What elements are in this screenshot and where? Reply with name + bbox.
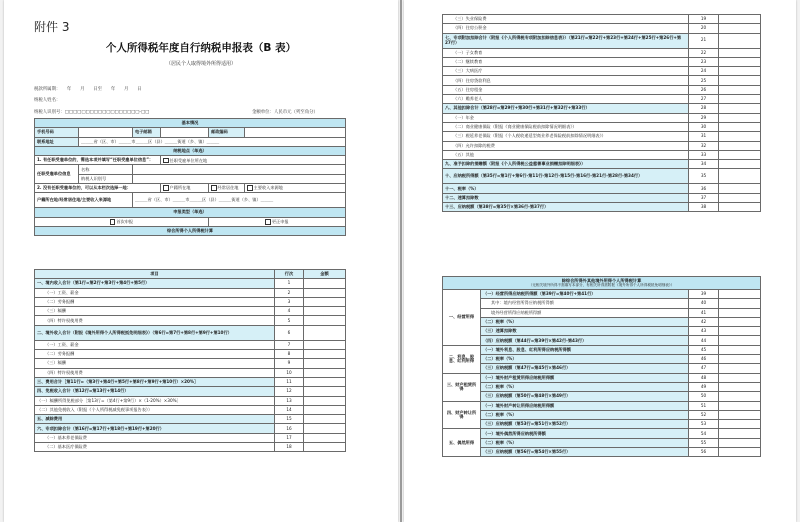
row-label: （二）税率（%）: [481, 410, 689, 419]
row-label: （一）年金: [443, 113, 689, 122]
table-row: [443, 67, 761, 76]
first-declaration-checkbox[interactable]: [35, 217, 209, 226]
row-label: （五）住房租金: [443, 85, 689, 94]
row-label: （四）应纳税额（第44行=第39行×第42行-第43行）: [481, 336, 689, 345]
form-title: 个人所得税年度自行纳税申报表（B 表）: [105, 42, 297, 54]
foreign-section-note: （无相关境外所得不需填写本部分，有相关所得需附报《境外所得个人所得税抵免明细表》）: [528, 283, 675, 288]
row-label: （一）境外利息、股息、红利所得应纳税所得额: [481, 345, 689, 354]
table-row: [443, 355, 761, 364]
row-amount-field[interactable]: [304, 325, 346, 340]
row-label: （二）税率（%）: [481, 355, 689, 364]
calc-table-right: [442, 14, 761, 212]
address-label: 联系地址: [35, 137, 79, 146]
row-label: （三）应纳税额（第53行=第51行×第52行）: [481, 420, 689, 429]
row-line-number: 25: [689, 76, 719, 85]
category-label: 三、财产租赁所得: [443, 373, 481, 401]
table-row: [35, 415, 346, 424]
row-amount-field[interactable]: [719, 345, 761, 354]
row-label: （一）境外财产租赁所得应纳税所得额: [481, 373, 689, 382]
page-divider: [400, 0, 402, 522]
table-row: [443, 113, 761, 122]
table-row: [35, 307, 346, 316]
correction-declaration-label: 更正申报: [271, 218, 289, 224]
table-row: [35, 288, 346, 297]
phone-label: 手机号码: [35, 128, 79, 137]
hukou-checkbox[interactable]: [161, 184, 209, 193]
row-line-number: 45: [689, 345, 719, 354]
table-row: [443, 33, 761, 48]
table-row: [443, 410, 761, 419]
row-label: （二）继续教育: [443, 57, 689, 66]
row-line-number: 34: [689, 160, 719, 169]
row-label: （二）劳务报酬: [35, 350, 275, 359]
row-label: （三）速算扣除数: [481, 327, 689, 336]
row-line-number: 18: [275, 443, 304, 452]
row-label: 五、减除费用: [35, 415, 275, 424]
row-line-number: 31: [689, 132, 719, 141]
row-line-number: 38: [689, 203, 719, 212]
row-label: （二）税率（%）: [481, 317, 689, 326]
foreign-section-header: [443, 277, 761, 290]
row-amount-field[interactable]: [719, 382, 761, 391]
table-row: [443, 392, 761, 401]
row-line-number: 56: [689, 448, 719, 457]
row-line-number: 41: [689, 308, 719, 317]
table-row: [443, 290, 761, 299]
col-line-header: 行次: [275, 270, 304, 279]
row-amount-field[interactable]: [719, 48, 761, 57]
employer-tin-label: 纳税人识别号: [79, 174, 133, 183]
row-line-number: 4: [275, 307, 304, 316]
checkbox-icon: [211, 185, 217, 191]
table-row: [35, 405, 346, 414]
row-line-number: 29: [689, 113, 719, 122]
table-row: [443, 308, 761, 317]
row-amount-field[interactable]: [304, 387, 346, 396]
table-row: [443, 85, 761, 94]
document-page-right: [404, 0, 796, 522]
annex-label: 附件 3: [34, 20, 70, 34]
calc-section-header: 综合所得个人所得税计算: [35, 226, 346, 235]
table-row: [443, 373, 761, 382]
row-line-number: 30: [689, 122, 719, 131]
row-amount-field[interactable]: [719, 95, 761, 104]
row-label: （一）稿酬所得免税部分［第13行=（第4行+第9行）×（1-20%）×30%］: [35, 396, 275, 405]
table-row: [443, 160, 761, 169]
table-row: [35, 424, 346, 433]
tax-place-header: 纳税地点（单选）: [35, 146, 346, 155]
row-line-number: 54: [689, 429, 719, 438]
row-amount-field[interactable]: [719, 317, 761, 326]
row-amount-field[interactable]: [719, 410, 761, 419]
row-amount-field[interactable]: [304, 279, 346, 288]
row-amount-field[interactable]: [719, 67, 761, 76]
row-amount-field[interactable]: [719, 364, 761, 373]
col-amount-header: 金额: [304, 270, 346, 279]
residence-label: 经常居住地: [217, 185, 239, 191]
row-label: （六）赡养老人: [443, 95, 689, 104]
row-line-number: 11: [275, 377, 304, 386]
row-label: （三）应纳税额（第56行=第54行×第55行）: [481, 448, 689, 457]
row-line-number: 21: [689, 33, 719, 48]
row-label: （一）子女教育: [443, 48, 689, 57]
row-label: （四）住房贷款利息: [443, 76, 689, 85]
row-amount-field[interactable]: [304, 396, 346, 405]
row-line-number: 1: [275, 279, 304, 288]
email-field[interactable]: [161, 128, 209, 137]
table-row: [443, 24, 761, 33]
basic-info-table: [34, 118, 346, 236]
table-row: [35, 368, 346, 377]
row-amount-field[interactable]: [304, 307, 346, 316]
table-row: [443, 122, 761, 131]
row-label: （三）稿酬: [35, 359, 275, 368]
row-label: （二）税率（%）: [481, 438, 689, 447]
table-row: [443, 193, 761, 202]
row-line-number: 9: [275, 359, 304, 368]
row-amount-field[interactable]: [719, 85, 761, 94]
location-label: 户籍所在地/经常居住地/主要收入来源地: [35, 193, 133, 208]
row-label: （二）其他免税收入（附报《个人所得税减免税事项报告表》）: [35, 405, 275, 414]
row-amount-field[interactable]: [304, 359, 346, 368]
row-label: （四）特许权使用费: [35, 316, 275, 325]
row-amount-field[interactable]: [719, 448, 761, 457]
row-label: （三）税延养老保险（附报《个人税收递延型商业养老保险税前扣除情况明细表》）: [443, 132, 689, 141]
row-label: 四、免税收入合计（第12行=第13行+第14行）: [35, 387, 275, 396]
row-label: 二、境外收入合计（附报《境外所得个人所得税抵免明细表》）（第6行=第7行+第8行+第9行+第10行）: [35, 325, 275, 340]
row-amount-field[interactable]: [304, 443, 346, 452]
row-line-number: 37: [689, 193, 719, 202]
row-line-number: 43: [689, 327, 719, 336]
row-line-number: 13: [275, 396, 304, 405]
row-line-number: 7: [275, 340, 304, 349]
table-row: [443, 132, 761, 141]
checkbox-icon: [247, 185, 253, 191]
table-row: [35, 396, 346, 405]
amount-unit: 金额单位：人民币元（列至角分）: [252, 110, 318, 115]
table-row: [443, 141, 761, 150]
row-amount-field[interactable]: [719, 308, 761, 317]
row-line-number: 39: [689, 290, 719, 299]
checkbox-icon: [163, 185, 169, 191]
row-label: （二）商业健康保险（附报《商业健康保险税前扣除情况明细表》）: [443, 122, 689, 131]
table-row: [35, 325, 346, 340]
row-label: （二）劳务报酬: [35, 297, 275, 306]
taxpayer-name: 纳税人姓名：: [34, 98, 61, 103]
row-line-number: 55: [689, 438, 719, 447]
employer-tin-field[interactable]: [133, 174, 346, 183]
row-label: 十、应纳税所得额（第35行=第1行+第6行-第11行-第12行-第15行-第16行-第21行-第28行-第34行）: [443, 169, 689, 184]
row-line-number: 49: [689, 382, 719, 391]
row-line-number: 17: [275, 433, 304, 442]
row-amount-field[interactable]: [719, 132, 761, 141]
table-row: [443, 48, 761, 57]
row-line-number: 44: [689, 336, 719, 345]
row-amount-field[interactable]: [304, 316, 346, 325]
foreign-section-title: 除综合所得外其他境外所得个人所得税计算: [561, 277, 642, 283]
foreign-income-table: [442, 276, 761, 457]
taxpayer-id: 纳税人识别号：□□□□□□□□□□□□□□□□□□-□□: [34, 110, 150, 115]
table-row: [443, 76, 761, 85]
calc-rows-left: [35, 279, 346, 452]
row-label: （三）稿酬: [35, 307, 275, 316]
row-line-number: 42: [689, 317, 719, 326]
row-line-number: 15: [275, 415, 304, 424]
row-label: （三）失业保险费: [443, 15, 689, 24]
table-row: [443, 401, 761, 410]
table-row: [443, 169, 761, 184]
table-row: [443, 345, 761, 354]
calc-table-left: [34, 269, 346, 452]
row-line-number: 23: [689, 57, 719, 66]
row-amount-field[interactable]: [719, 336, 761, 345]
table-row: [443, 104, 761, 113]
row-amount-field[interactable]: [719, 420, 761, 429]
row-label: 十三、应纳税额（第38行=第35行×第36行-第37行）: [443, 203, 689, 212]
row-line-number: 10: [275, 368, 304, 377]
table-row: [443, 57, 761, 66]
residence-checkbox[interactable]: [209, 184, 245, 193]
table-row: [443, 95, 761, 104]
row-line-number: 2: [275, 288, 304, 297]
checkbox-icon: [110, 219, 116, 225]
row-line-number: 3: [275, 297, 304, 306]
row-amount-field[interactable]: [719, 429, 761, 438]
row-line-number: 19: [689, 15, 719, 24]
row-label: （四）住房公积金: [443, 24, 689, 33]
table-row: [35, 316, 346, 325]
option-1-text: 1. 有任职受雇单位的，需选本项并填写“任职受雇单位信息”：: [35, 156, 161, 165]
correction-declaration-checkbox[interactable]: [209, 217, 346, 226]
row-amount-field[interactable]: [719, 184, 761, 193]
row-amount-field[interactable]: [304, 415, 346, 424]
row-label: 一、境内收入合计（第1行=第2行+第3行+第4行+第5行）: [35, 279, 275, 288]
row-amount-field[interactable]: [719, 76, 761, 85]
row-amount-field[interactable]: [719, 122, 761, 131]
row-line-number: 5: [275, 316, 304, 325]
row-line-number: 14: [275, 405, 304, 414]
category-label: 四、财产转让所得: [443, 401, 481, 429]
row-amount-field[interactable]: [719, 24, 761, 33]
row-line-number: 33: [689, 150, 719, 159]
row-amount-field[interactable]: [304, 340, 346, 349]
table-row: [443, 420, 761, 429]
row-label: （三）大病医疗: [443, 67, 689, 76]
row-label: 六、专项扣除合计（第16行=第17行+第18行+第19行+第20行）: [35, 424, 275, 433]
checkbox-icon: [163, 158, 169, 164]
row-line-number: 24: [689, 67, 719, 76]
row-amount-field[interactable]: [304, 405, 346, 414]
row-label: （五）其他: [443, 150, 689, 159]
row-line-number: 28: [689, 104, 719, 113]
row-line-number: 36: [689, 184, 719, 193]
row-label: 八、其他扣除合计（第28行=第29行+第30行+第31行+第32行+第33行）: [443, 104, 689, 113]
row-line-number: 12: [275, 387, 304, 396]
table-row: [35, 387, 346, 396]
table-row: [443, 299, 761, 308]
document-page-left: [4, 0, 398, 522]
first-declaration-label: 首次申报: [116, 218, 134, 224]
row-label: 三、费用合计［第11行=（第3行+第4行+第5行+第8行+第9行+第10行）×20%］: [35, 377, 275, 386]
table-row: [443, 429, 761, 438]
row-amount-field[interactable]: [719, 401, 761, 410]
row-amount-field[interactable]: [304, 368, 346, 377]
option-1-label: 任职受雇单位所在地: [169, 157, 208, 163]
row-amount-field[interactable]: [304, 288, 346, 297]
row-line-number: 6: [275, 325, 304, 340]
income-source-label: 主要收入来源地: [253, 185, 283, 191]
row-label: 九、准予扣除的捐赠额（附报《个人所得税公益慈善事业捐赠扣除明细表》）: [443, 160, 689, 169]
row-label: （二）税率（%）: [481, 382, 689, 391]
row-line-number: 51: [689, 401, 719, 410]
row-label: （一）基本养老保险费: [35, 433, 275, 442]
table-row: [35, 279, 346, 288]
option-2-text: 2. 没有任职受雇单位的，可以从本栏次选择一地：: [35, 184, 161, 193]
row-amount-field[interactable]: [719, 160, 761, 169]
row-line-number: 35: [689, 169, 719, 184]
row-line-number: 53: [689, 420, 719, 429]
address-field[interactable]: ＿＿＿省（区、市）＿＿＿市＿＿＿区（县）＿＿＿街道（乡、镇）＿＿＿: [79, 137, 346, 146]
row-amount-field[interactable]: [304, 297, 346, 306]
row-amount-field[interactable]: [719, 290, 761, 299]
row-label: （三）应纳税额（第47行=第45行×第46行）: [481, 364, 689, 373]
row-label: （一）境外财产转让所得应纳税所得额: [481, 401, 689, 410]
table-row: [443, 448, 761, 457]
row-amount-field[interactable]: [719, 355, 761, 364]
row-label: （一）工资、薪金: [35, 340, 275, 349]
row-amount-field[interactable]: [719, 203, 761, 212]
row-amount-field[interactable]: [719, 150, 761, 159]
checkbox-icon: [265, 219, 271, 225]
row-amount-field[interactable]: [719, 327, 761, 336]
declaration-type-header: 申报类型（单选）: [35, 208, 346, 217]
row-label: （一）工资、薪金: [35, 288, 275, 297]
row-amount-field[interactable]: [719, 193, 761, 202]
row-label: （四）允许扣除的税费: [443, 141, 689, 150]
row-amount-field[interactable]: [719, 169, 761, 184]
option-1-checkbox[interactable]: [161, 156, 346, 165]
table-row: [35, 297, 346, 306]
category-label: 一、经营所得: [443, 290, 481, 346]
category-label: 二、利息、股息、红利所得: [443, 345, 481, 373]
row-amount-field[interactable]: [719, 33, 761, 48]
row-line-number: 46: [689, 355, 719, 364]
table-row: [443, 203, 761, 212]
row-line-number: 50: [689, 392, 719, 401]
row-amount-field[interactable]: [719, 104, 761, 113]
row-amount-field[interactable]: [719, 15, 761, 24]
employer-info-label: 任职受雇单位信息: [35, 165, 79, 184]
row-label: （三）应纳税额（第50行=第48行×第49行）: [481, 392, 689, 401]
row-line-number: 40: [689, 299, 719, 308]
row-line-number: 52: [689, 410, 719, 419]
table-row: [443, 382, 761, 391]
row-label: （一）境外偶然所得应纳税所得额: [481, 429, 689, 438]
row-line-number: 22: [689, 48, 719, 57]
table-row: [443, 336, 761, 345]
row-amount-field[interactable]: [719, 141, 761, 150]
row-label: 十二、速算扣除数: [443, 193, 689, 202]
row-amount-field[interactable]: [304, 433, 346, 442]
row-label: 七、专项附加扣除合计（附报《个人所得税专项附加扣除信息表》）（第21行=第22行+第23行+第24行+第25行+第26行+第27行）: [443, 33, 689, 48]
row-amount-field[interactable]: [719, 299, 761, 308]
table-row: [35, 350, 346, 359]
category-label: 五、偶然所得: [443, 429, 481, 457]
tax-period: 税款所属期： 年 月 日至 年 月 日: [34, 87, 142, 92]
row-line-number: 8: [275, 350, 304, 359]
row-line-number: 26: [689, 85, 719, 94]
table-row: [443, 327, 761, 336]
row-amount-field[interactable]: [719, 57, 761, 66]
row-amount-field[interactable]: [719, 113, 761, 122]
table-row: [35, 443, 346, 452]
row-label: （二）基本医疗保险费: [35, 443, 275, 452]
postcode-label: 邮政编码: [209, 128, 245, 137]
row-label: 境外经营所得应纳税所得额: [481, 308, 689, 317]
table-row: [443, 438, 761, 447]
table-row: [35, 359, 346, 368]
form-subtitle: （居民个人取得境外所得适用）: [165, 61, 236, 67]
income-source-checkbox[interactable]: [245, 184, 346, 193]
email-label: 电子邮箱: [133, 128, 161, 137]
calc-rows-right: [443, 15, 761, 212]
table-row: [443, 317, 761, 326]
row-amount-field[interactable]: [304, 424, 346, 433]
row-amount-field[interactable]: [304, 377, 346, 386]
row-amount-field[interactable]: [719, 438, 761, 447]
table-row: [443, 364, 761, 373]
row-line-number: 27: [689, 95, 719, 104]
location-field[interactable]: ＿＿＿省（区、市）＿＿＿市＿＿＿区（县）＿＿＿街道（乡、镇）＿＿＿: [133, 193, 346, 208]
foreign-rows: [443, 277, 761, 457]
row-label: （一）经营所得应纳税所得额（第39行=第40行+第41行）: [481, 290, 689, 299]
row-label: 十一、税率（%）: [443, 184, 689, 193]
table-row: [443, 15, 761, 24]
row-line-number: 47: [689, 364, 719, 373]
phone-field[interactable]: [79, 128, 133, 137]
employer-name-label: 名称: [79, 165, 133, 174]
row-amount-field[interactable]: [304, 350, 346, 359]
row-line-number: 16: [275, 424, 304, 433]
table-row: [443, 150, 761, 159]
row-label: （四）特许权使用费: [35, 368, 275, 377]
row-label: 其中：境内经营所得应纳税所得额: [481, 299, 689, 308]
row-amount-field[interactable]: [719, 373, 761, 382]
hukou-label: 户籍所在地: [169, 185, 191, 191]
table-row: [35, 340, 346, 349]
employer-name-field[interactable]: [133, 165, 346, 174]
row-line-number: 48: [689, 373, 719, 382]
col-item-header: 项目: [35, 270, 275, 279]
table-row: [35, 433, 346, 442]
table-row: [443, 184, 761, 193]
basic-info-header: 基本情况: [35, 119, 346, 128]
row-amount-field[interactable]: [719, 392, 761, 401]
postcode-field[interactable]: [245, 128, 346, 137]
row-line-number: 32: [689, 141, 719, 150]
row-line-number: 20: [689, 24, 719, 33]
table-row: [35, 377, 346, 386]
